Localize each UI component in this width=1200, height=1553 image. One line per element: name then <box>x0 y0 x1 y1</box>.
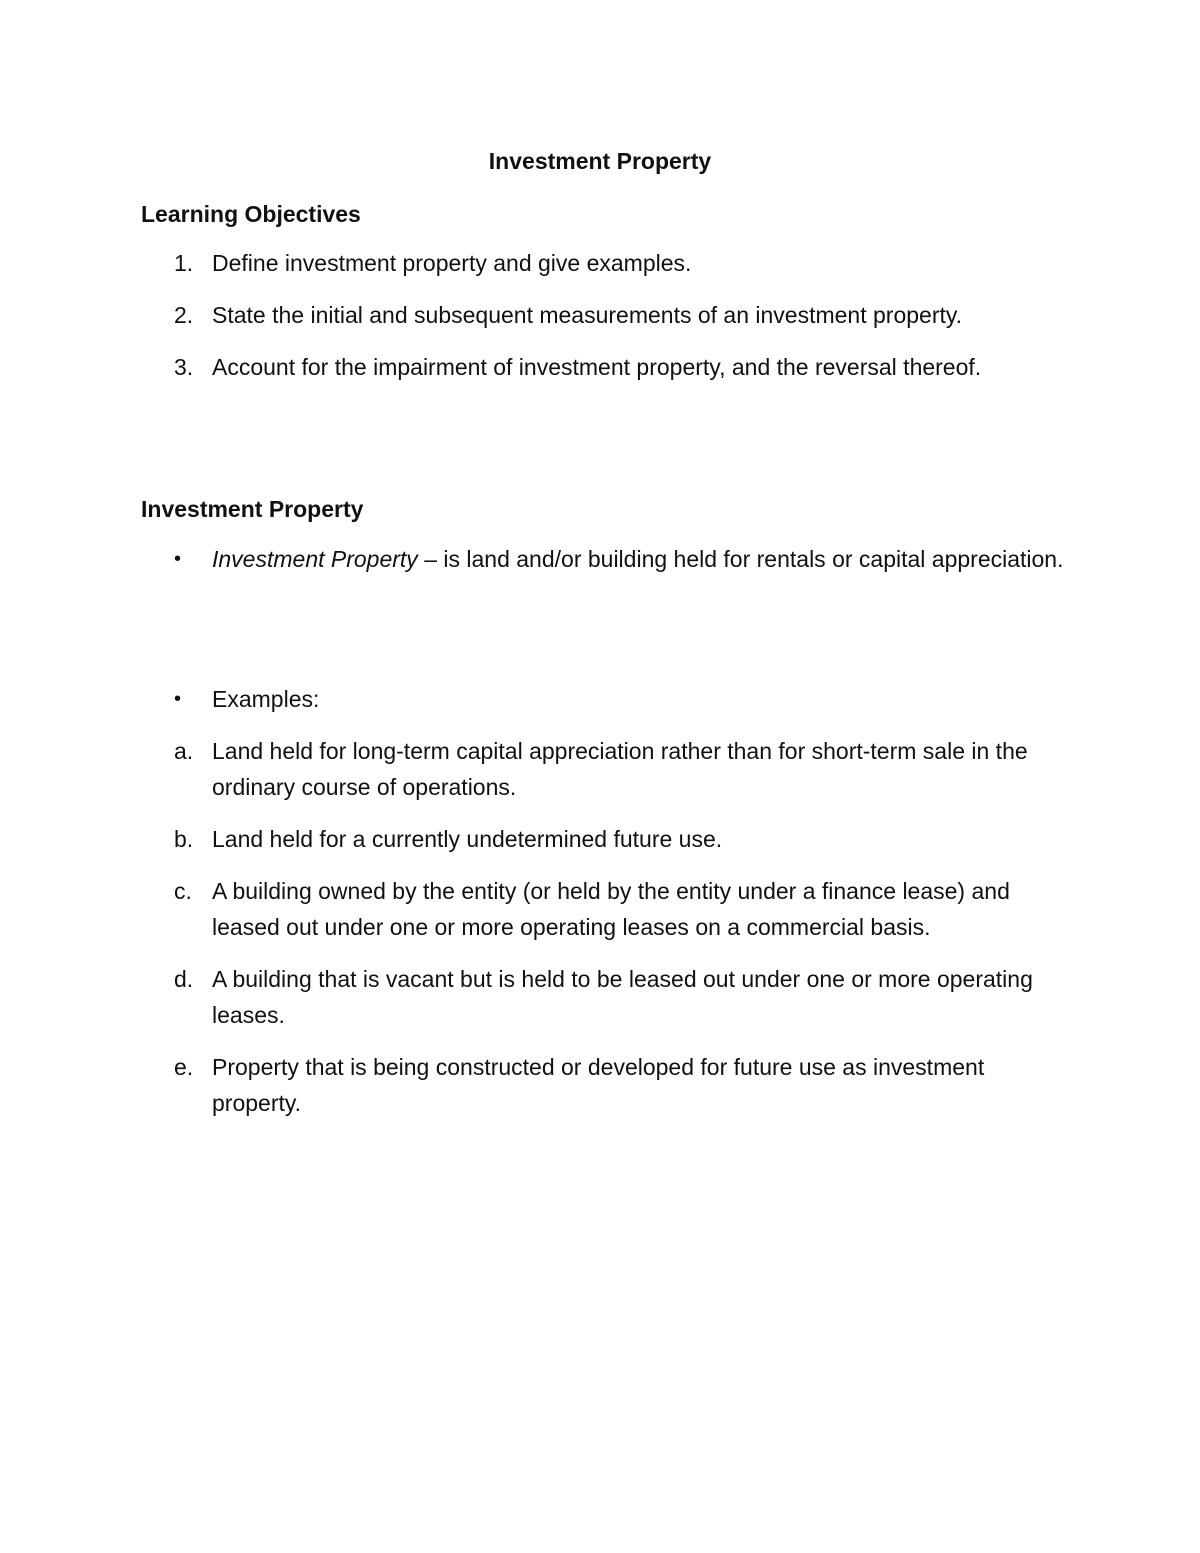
example-text: Land held for long-term capital appreciation rather than for short-term sale in the ordinary course of operations. <box>212 738 1028 800</box>
objective-item-1 <box>141 245 1071 281</box>
bullet-icon: • <box>174 688 182 710</box>
definition-item <box>141 541 1071 577</box>
example-item-c <box>141 873 1071 945</box>
example-item-d <box>141 961 1071 1033</box>
examples-label-item <box>141 681 1071 717</box>
investment-property-heading: Investment Property <box>141 496 364 522</box>
objective-item-3 <box>141 349 1071 385</box>
list-number: 1. <box>174 250 194 276</box>
examples-label: Examples: <box>212 686 320 712</box>
example-text: Property that is being constructed or developed for future use as investment property. <box>212 1054 985 1116</box>
bullet-icon: • <box>174 548 182 570</box>
example-item-a <box>141 733 1071 805</box>
objective-text: Account for the impairment of investment property, and the reversal thereof. <box>212 354 982 380</box>
example-text: A building owned by the entity (or held by the entity under a finance lease) and leased out under one or more operating leases on a commercial basis. <box>212 878 1010 940</box>
example-item-b <box>141 821 1071 857</box>
definition-term: Investment Property <box>212 546 418 572</box>
objective-text: Define investment property and give examples. <box>212 250 692 276</box>
example-text: A building that is vacant but is held to be leased out under one or more operating leases. <box>212 966 1033 1028</box>
list-number: 2. <box>174 302 194 328</box>
objective-text: State the initial and subsequent measurements of an investment property. <box>212 302 963 328</box>
list-number: 3. <box>174 354 194 380</box>
definition-body: – is land and/or building held for rentals or capital appreciation. <box>417 546 1064 572</box>
list-letter: d. <box>174 966 194 992</box>
list-letter: c. <box>174 878 192 904</box>
example-item-e <box>141 1049 1071 1121</box>
list-letter: e. <box>174 1054 194 1080</box>
definition-text <box>212 541 1071 577</box>
objective-item-2 <box>141 297 1071 333</box>
document-title: Investment Property <box>488 148 712 174</box>
list-letter: b. <box>174 826 194 852</box>
list-letter: a. <box>174 738 194 764</box>
example-text: Land held for a currently undetermined future use. <box>212 826 723 852</box>
learning-objectives-heading: Learning Objectives <box>141 201 361 227</box>
